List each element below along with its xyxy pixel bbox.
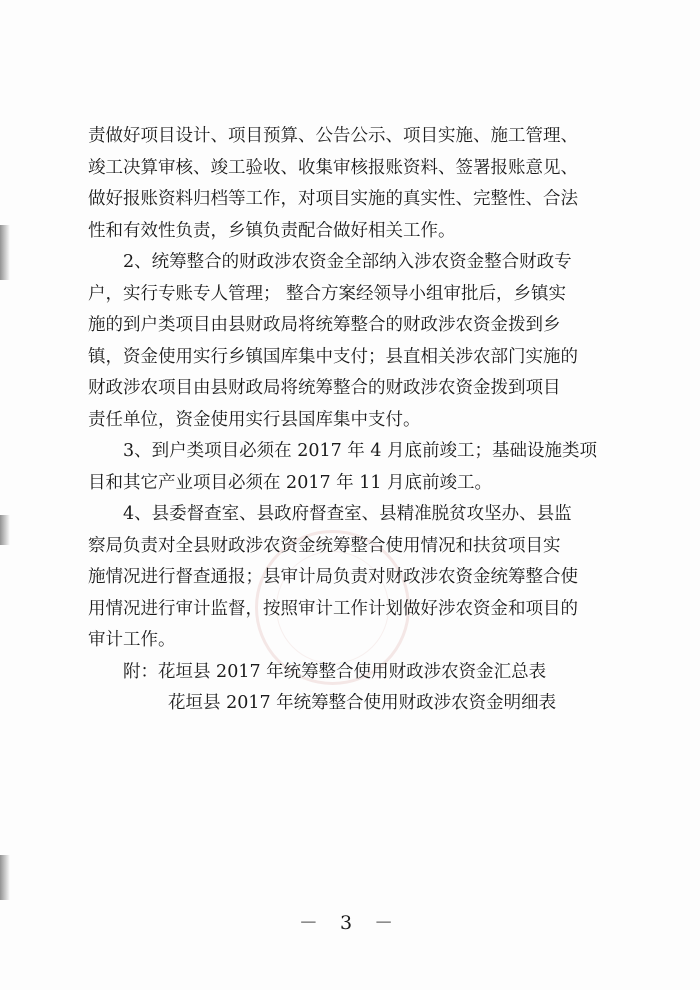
body-line: 做好报账资料归档等工作，对项目实施的真实性、完整性、合法	[88, 189, 578, 209]
body-line: 户，实行专账专人管理； 整合方案经领导小组审批后，乡镇实	[88, 283, 567, 304]
scan-edge-shadow	[0, 225, 10, 280]
paragraph-3-line: 3、到户类项目必须在 2017 年 4 月底前竣工；基础设施类项	[123, 441, 598, 461]
body-line: 镇，资金使用实行乡镇国库集中支付；县直相关涉农部门实施的	[88, 346, 578, 367]
body-line: 责做好项目设计、项目预算、公告公示、项目实施、施工管理、	[88, 126, 578, 146]
body-line: 财政涉农项目由县财政局将统筹整合的财政涉农资金拨到项目	[88, 378, 561, 398]
paragraph-4-line: 4、县委督查室、县政府督查室、县精准脱贫攻坚办、县监	[123, 504, 572, 524]
body-line: 施的到户类项目由县财政局将统筹整合的财政涉农资金拨到乡	[88, 315, 561, 335]
document-body	[88, 121, 618, 720]
body-line: 责任单位，资金使用实行县国库集中支付。	[88, 409, 421, 430]
attachment-line: 花垣县 2017 年统筹整合使用财政涉农资金明细表	[168, 693, 557, 713]
attachment-line: 附：花垣县 2017 年统筹整合使用财政涉农资金汇总表	[123, 661, 547, 682]
body-line: 性和有效性负责，乡镇负责配合做好相关工作。	[88, 220, 456, 241]
body-line: 目和其它产业项目必须在 2017 年 11 月底前竣工。	[88, 472, 493, 493]
body-line: 竣工决算审核、竣工验收、收集审核报账资料、签署报账意见、	[88, 157, 578, 178]
body-line: 施情况进行督查通报；县审计局负责对财政涉农资金统筹整合使	[88, 567, 578, 587]
body-line: 审计工作。	[88, 630, 176, 650]
scan-edge-shadow	[0, 515, 10, 545]
scan-edge-shadow	[0, 855, 10, 900]
body-line: 察局负责对全县财政涉农资金统筹整合使用情况和扶贫项目实	[88, 535, 561, 556]
body-line: 用情况进行审计监督，按照审计工作计划做好涉农资金和项目的	[88, 598, 578, 619]
paragraph-2-line: 2、统筹整合的财政涉农资金全部纳入涉农资金整合财政专	[123, 252, 572, 272]
page-number: － 3 －	[298, 912, 402, 934]
